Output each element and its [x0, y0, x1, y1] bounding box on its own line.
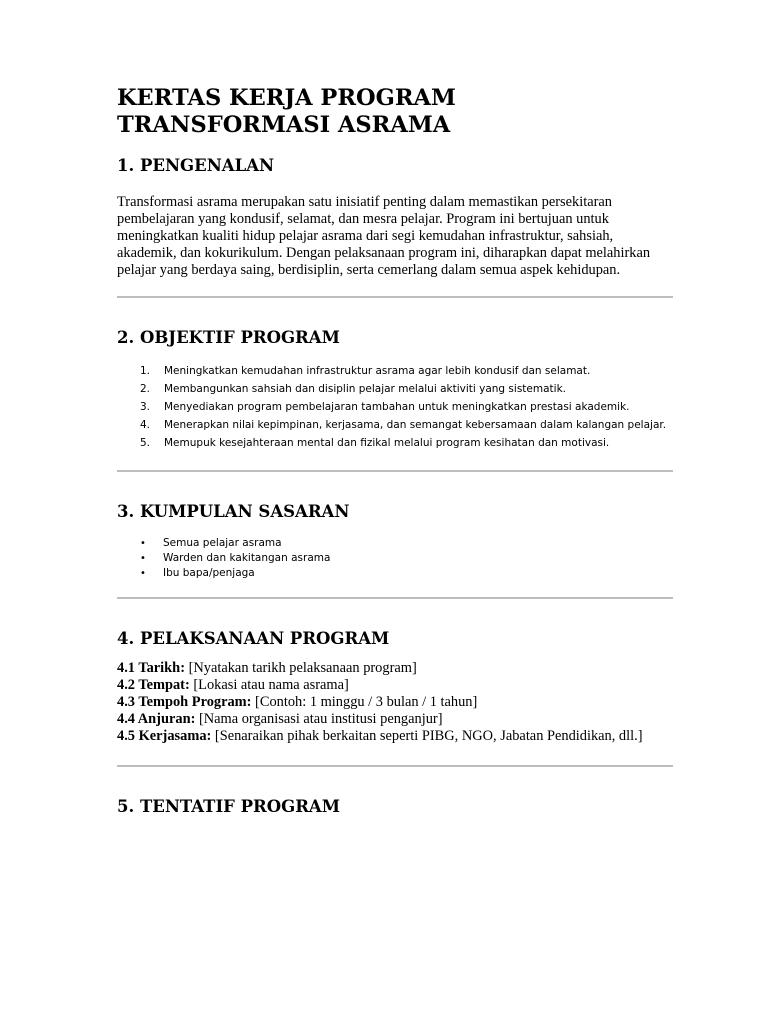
detail-tempat	[117, 677, 673, 694]
pelaksanaan-details	[117, 660, 673, 745]
detail-value: [Contoh: 1 minggu / 3 bulan / 1 tahun]	[251, 694, 478, 710]
section-heading-pengenalan: 1. PENGENALAN	[117, 156, 275, 175]
list-item-text: Semua pelajar asrama	[163, 537, 282, 549]
list-number: 5.	[140, 437, 151, 449]
list-item	[117, 551, 673, 566]
detail-value: [Nyatakan tarikh pelaksanaan program]	[184, 660, 417, 676]
list-item-text: Memupuk kesejahteraan mental dan fizikal melalui program kesihatan dan motivasi.	[164, 437, 610, 449]
list-number: 4.	[140, 419, 151, 431]
document-title	[117, 85, 673, 139]
list-item-text: Menerapkan nilai kepimpinan, kerjasama, dan semangat kebersamaan dalam kalangan pelajar.	[164, 419, 667, 431]
detail-anjuran	[117, 711, 673, 728]
detail-label: 4.1 Tarikh:	[117, 660, 185, 676]
section-heading-objektif: 2. OBJEKTIF PROGRAM	[117, 328, 340, 347]
detail-value: [Lokasi atau nama asrama]	[189, 677, 349, 693]
list-number: 2.	[140, 383, 151, 395]
list-item	[117, 566, 673, 581]
detail-tarikh	[117, 660, 673, 677]
detail-value: [Nama organisasi atau institusi penganjur]	[195, 711, 443, 727]
bullet-icon: •	[140, 568, 146, 579]
list-item-text: Meningkatkan kemudahan infrastruktur asrama agar lebih kondusif dan selamat.	[164, 365, 591, 377]
list-item-text: Membangunkan sahsiah dan disiplin pelajar melalui aktiviti yang sistematik.	[164, 383, 566, 395]
detail-label: 4.4 Anjuran:	[117, 711, 196, 727]
detail-label: 4.2 Tempat:	[117, 677, 190, 693]
list-number: 1.	[140, 365, 151, 377]
document-title-line-2: TRANSFORMASI ASRAMA	[117, 112, 451, 138]
section-heading-sasaran: 3. KUMPULAN SASARAN	[117, 502, 350, 521]
detail-label: 4.5 Kerjasama:	[117, 728, 212, 744]
list-item	[117, 382, 673, 397]
list-item	[117, 436, 673, 451]
document-title-line-1: KERTAS KERJA PROGRAM	[117, 85, 456, 111]
list-item	[117, 418, 673, 433]
list-item-text: Ibu bapa/penjaga	[163, 567, 255, 579]
detail-label: 4.3 Tempoh Program:	[117, 694, 252, 710]
pengenalan-paragraph: Transformasi asrama merupakan satu inisiatif penting dalam memastikan persekitaran pembelajaran yang kondusif, selamat, dan mesra pelajar. Program ini bertujuan untuk meningkatkan kualiti hidup pelajar asrama dari segi kemudahan infrastruktur, sahsiah, akademik, dan kokurikulum. Dengan pelaksanaan program ini, diharapkan dapat melahirkan pelajar yang berdaya saing, berdisiplin, serta cemerlang dalam semua aspek kehidupan.	[117, 194, 651, 278]
detail-kerjasama	[117, 728, 673, 745]
detail-tempoh	[117, 694, 673, 711]
objektif-list	[117, 364, 673, 451]
list-item-text: Menyediakan program pembelajaran tambahan untuk meningkatkan prestasi akademik.	[164, 401, 630, 413]
sasaran-list	[117, 536, 673, 581]
list-number: 3.	[140, 401, 151, 413]
list-item	[117, 400, 673, 415]
list-item	[117, 364, 673, 379]
document-page	[117, 85, 673, 817]
section-heading-pelaksanaan: 4. PELAKSANAAN PROGRAM	[117, 629, 390, 648]
list-item	[117, 536, 673, 551]
bullet-icon: •	[140, 538, 146, 549]
section-heading-tentatif: 5. TENTATIF PROGRAM	[117, 797, 340, 816]
detail-value: [Senaraikan pihak berkaitan seperti PIBG, NGO, Jabatan Pendidikan, dll.]	[211, 728, 643, 744]
list-item-text: Warden dan kakitangan asrama	[163, 552, 331, 564]
bullet-icon: •	[140, 553, 146, 564]
